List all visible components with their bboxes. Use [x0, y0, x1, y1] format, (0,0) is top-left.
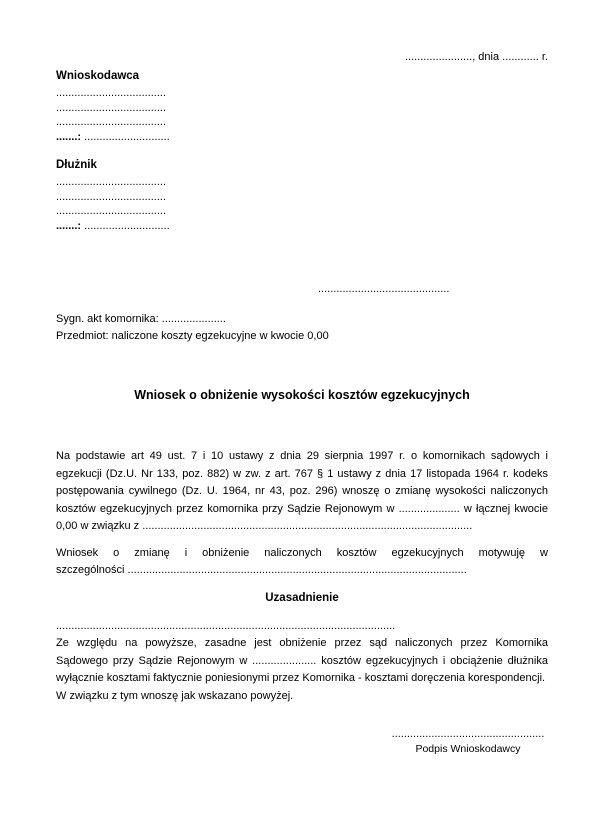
debtor-line-4-prefix: .......:	[56, 219, 82, 232]
debtor-line-3[interactable]: ....................................	[56, 205, 167, 217]
document-title: Wniosek o obniżenie wysokości kosztów egzekucyjnych	[134, 388, 470, 402]
applicant-line-4-rest: ............................	[81, 130, 170, 143]
case-info-block	[56, 311, 548, 344]
applicant-line-1[interactable]: ....................................	[56, 87, 167, 99]
debtor-line-1[interactable]: ....................................	[56, 176, 167, 188]
debtor-line-4-rest: ............................	[81, 219, 170, 232]
paragraph-legal-basis: Na podstawie art 49 ust. 7 i 10 ustawy z dnia 29 sierpnia 1997 r. o komornikach sądowych i egzekucji (Dz.U. Nr 133, poz. 882) w zw. z art. 767 § 1 ustawy z dnia 17 listopada 1964 r. kodeks postępowania cywilnego (Dz. U. 1964, nr 43, poz. 296) wnoszę o zmianę wysokości naliczonych kosztów egzekucyjnych przez komornika przy Sądzie Rejonowym w .................... w łącznej kwocie 0,00 w związku z ............................................................................................................	[56, 450, 548, 532]
debtor-line-2[interactable]: ....................................	[56, 190, 167, 203]
applicant-line-2[interactable]: ....................................	[56, 101, 167, 114]
signature-block	[388, 728, 548, 756]
case-subject: Przedmiot: naliczone koszty egzekucyjne w kwocie 0,00	[56, 329, 329, 342]
paragraph-closing: W związku z tym wnoszę jak wskazano powyżej.	[56, 689, 294, 702]
case-reference[interactable]: Sygn. akt komornika: .....................	[56, 313, 226, 325]
applicant-line-3[interactable]: ....................................	[56, 116, 167, 128]
signature-label: Podpis Wnioskodawcy	[415, 743, 521, 755]
applicant-line-4-prefix: .......:	[56, 130, 82, 143]
applicant-block	[56, 69, 548, 144]
applicant-address-lines	[56, 86, 548, 144]
debtor-block	[56, 158, 548, 233]
applicant-line-4[interactable]	[56, 130, 548, 145]
signature-line[interactable]: ..................................................	[391, 728, 545, 740]
debtor-line-4[interactable]	[56, 219, 548, 234]
debtor-address-lines	[56, 175, 548, 233]
paragraph-motivation: Wniosek o zmianę i obniżenie naliczonych kosztów egzekucyjnych motywuję w szczególności ...............................................................................................................	[56, 546, 548, 576]
justification-heading: Uzasadnienie	[265, 591, 339, 604]
recipient-field[interactable]: ...........................................	[318, 283, 450, 295]
justification-dots-field[interactable]: ...............................................................................................................	[56, 619, 396, 632]
applicant-label: Wnioskodawca	[56, 70, 140, 82]
paragraph-justification: Ze względu na powyższe, zasadne jest obniżenie przez sąd naliczonych przez Komornika Sądowego przy Sądzie Rejonowym w ..................... kosztów egzekucyjnych i obciążenie dłużnika wyłącznie kosztami faktycznie poniesionymi przez Komornika - kosztami doręczenia korespondencji.	[56, 637, 548, 684]
date-place-field[interactable]: ......................, dnia ............ r.	[404, 51, 548, 63]
debtor-label: Dłużnik	[56, 159, 97, 171]
